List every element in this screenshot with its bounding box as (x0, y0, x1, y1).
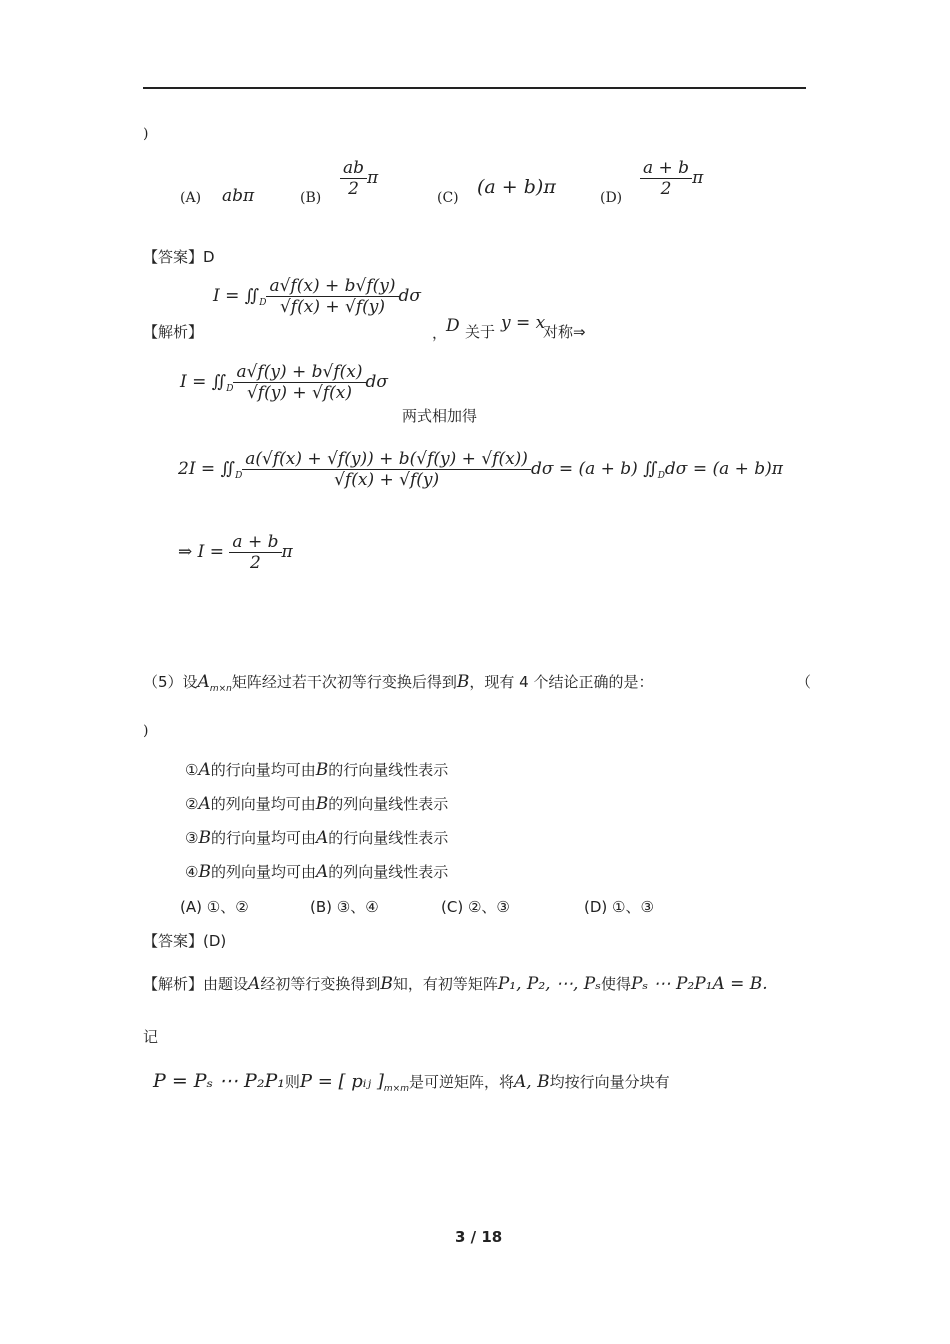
q5-paren-close: ) (143, 723, 149, 739)
q4-formula-2-text: 两式相加得 (402, 407, 478, 425)
q4-option-c-expr: (a + b)π (477, 176, 556, 198)
q5-analysis-ji: 记 (143, 1028, 159, 1046)
q5-option-d: (D) ①、③ (584, 898, 654, 916)
q5-option-b: (B) ③、④ (310, 898, 379, 916)
q4-option-d-expr: $\frac{a + b}{2}$ π (640, 158, 703, 199)
header-rule (143, 87, 806, 89)
q5-analysis-line-2: P = Pₛ ⋯ P₂P₁则P = [ pᵢⱼ ]$_{m\times m}$是可逆矩阵，将A, B均按行向量分块有 (153, 1070, 670, 1094)
q5-intro: （5）设$A_{m\times n}$矩阵经过若干次初等行变换后得到B，现有 4 个结论正确的是： (143, 672, 654, 694)
q4-option-b-expr: $\frac{ab}{2}$ π (340, 158, 378, 199)
q5-paren-open: （ (796, 673, 812, 691)
page-number: 3 / 18 (455, 1228, 503, 1246)
q4-formula-1-line: y = x (501, 313, 546, 333)
q4-option-c-label: (C) (437, 190, 459, 206)
q4-formula-1: $I = ∬_D$ $\frac{a√f(x) + b√f(y)}{√f(x) + √f(y)}$ dσ (213, 276, 422, 317)
q5-statement: ①A的行向量均可由B的行向量线性表示 (185, 760, 449, 780)
q5-analysis-line-1: 【解析】由题设A经初等行变换得到B知，有初等矩阵P₁, P₂, ⋯, Pₛ使得Pₛ ⋯ P₂P₁A = B. (143, 974, 768, 994)
q4-formula-1-about: 关于 (465, 323, 496, 341)
q5-statement: ②A的列向量均可由B的列向量线性表示 (185, 794, 449, 814)
q4-answer: 【答案】D (143, 248, 215, 266)
q5-statement: ④B的列向量均可由A的列向量线性表示 (185, 862, 449, 882)
q4-paren-close: ) (143, 126, 149, 142)
q5-statement: ③B的行向量均可由A的行向量线性表示 (185, 828, 449, 848)
q5-answer: 【答案】(D) (143, 932, 227, 950)
q4-formula-1-sym: 对称⇒ (543, 323, 586, 341)
q4-option-a-expr: abπ (222, 186, 255, 206)
q4-formula-1-d: D (446, 316, 460, 336)
q4-analysis-label: 【解析】 (143, 323, 204, 341)
q4-formula-3: $2I = ∬_D$ $\frac{a(√f(x) + √f(y)) + b(√f(y) + √f(x))}{√f(x) + √f(y)}$ dσ = (a + b) $∬_Dd\sigma = (a + b)\pi$ (178, 449, 783, 490)
q4-option-b-label: (B) (300, 190, 322, 206)
q4-formula-2: $I = ∬_D$ $\frac{a√f(y) + b√f(x)}{√f(y) + √f(x)}$ dσ (180, 362, 389, 403)
q4-option-a-label: (A) (180, 190, 202, 206)
q4-option-d-label: (D) (600, 190, 623, 206)
q5-option-a: (A) ①、② (180, 898, 249, 916)
q4-formula-1-comma: ， (432, 324, 448, 342)
q5-option-c: (C) ②、③ (441, 898, 510, 916)
q4-formula-4: ⇒ I = $\frac{a + b}{2}$ π (178, 532, 293, 573)
